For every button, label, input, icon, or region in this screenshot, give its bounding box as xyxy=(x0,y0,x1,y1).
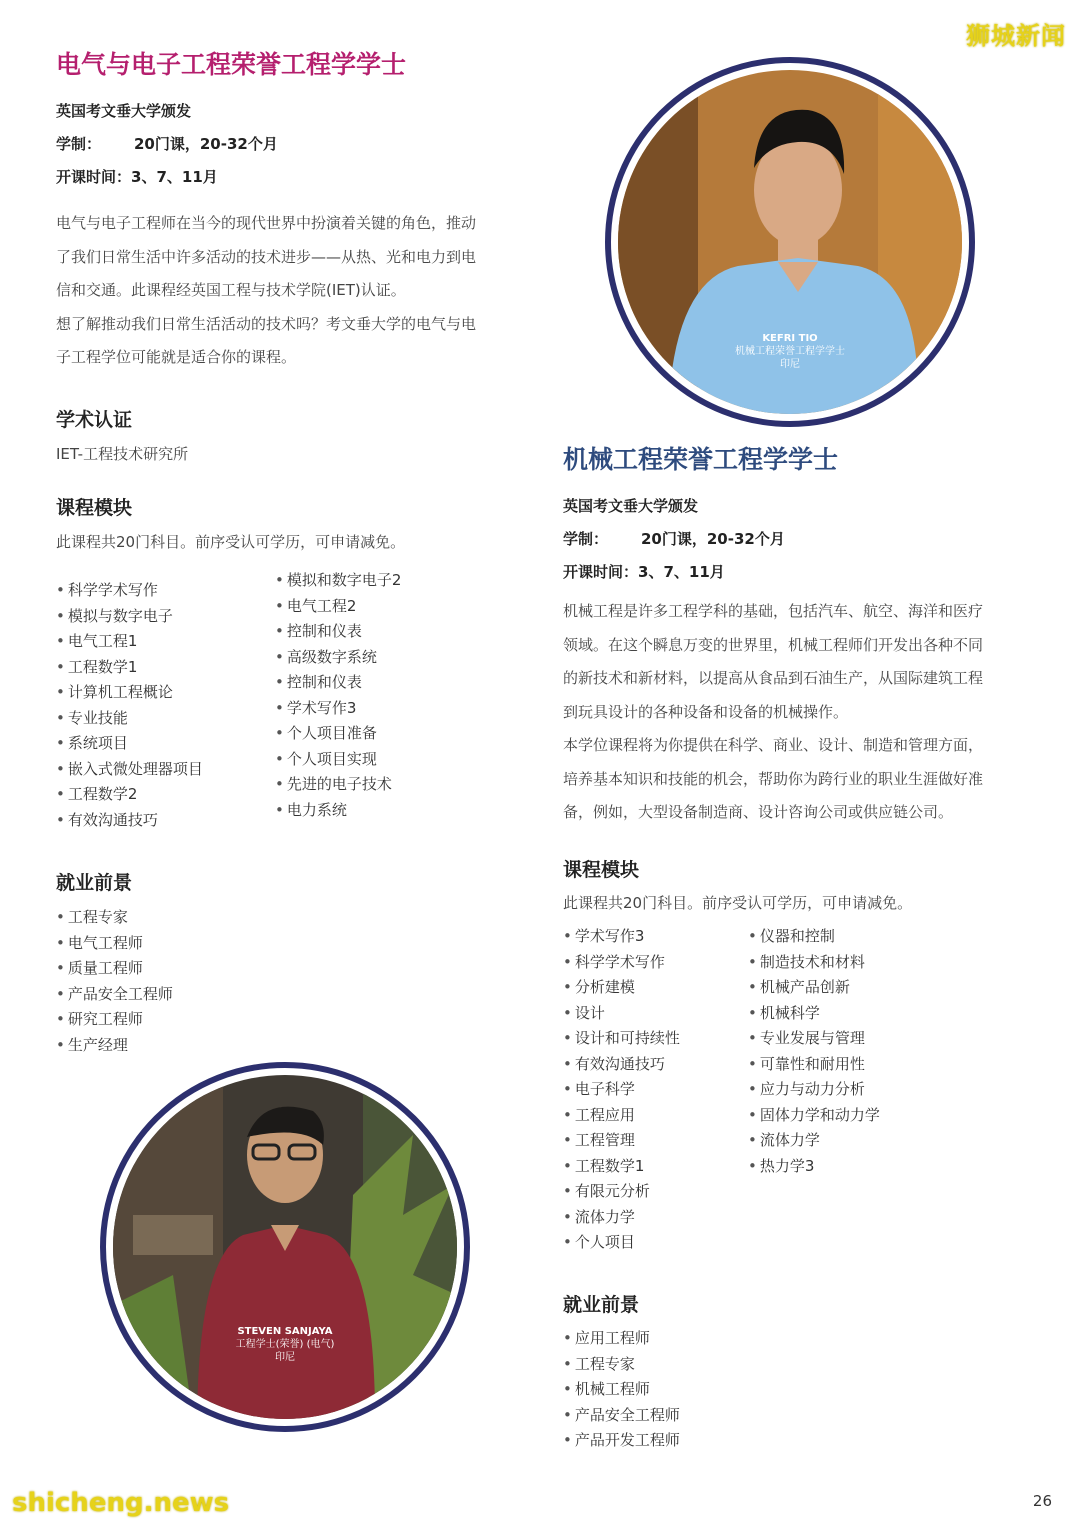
profile-bottom-degree: 工程学士(荣誉) (电气) xyxy=(235,1339,335,1350)
list-item: • 个人项目准备 xyxy=(275,721,401,747)
list-item: • 工程管理 xyxy=(563,1128,680,1154)
list-item: • 先进的电子技术 xyxy=(275,772,401,798)
me-careers-heading: 就业前景 xyxy=(563,1294,640,1316)
profile-top-country: 印尼 xyxy=(780,359,800,370)
list-item: • 电气工程1 xyxy=(56,629,203,655)
list-item: • 学术写作3 xyxy=(275,696,401,722)
list-item: • 高级数字系统 xyxy=(275,645,401,671)
list-item: • 产品安全工程师 xyxy=(56,982,173,1008)
watermark-bottom: shicheng.news xyxy=(12,1488,230,1518)
list-item: • 科学学术写作 xyxy=(56,578,203,604)
me-modules-intro: 此课程共20门科目。前序受认可学历，可申请减免。 xyxy=(563,894,913,912)
list-item: • 产品安全工程师 xyxy=(563,1403,680,1429)
profile-top-name: KEFRI TIO xyxy=(762,333,818,344)
list-item: • 学术写作3 xyxy=(563,924,680,950)
page-number: 26 xyxy=(1032,1492,1052,1510)
me-modules-heading: 课程模块 xyxy=(563,859,640,881)
list-item: • 工程专家 xyxy=(56,905,173,931)
list-item: • 电气工程2 xyxy=(275,594,401,620)
ee-modules-col2 xyxy=(275,568,401,823)
list-item: • 专业技能 xyxy=(56,706,203,732)
me-intake: 开课时间：3、7、11月 xyxy=(563,563,725,581)
ee-duration: 学制： 20门课，20-32个月 xyxy=(56,135,278,153)
me-meta xyxy=(563,490,785,589)
profile-bottom-name: STEVEN SANJAYA xyxy=(237,1326,333,1337)
list-item: • 计算机工程概论 xyxy=(56,680,203,706)
profile-bottom-country: 印尼 xyxy=(275,1352,295,1363)
ee-careers-list xyxy=(56,905,173,1058)
profile-top-degree: 机械工程荣誉工程学学士 xyxy=(735,346,845,357)
list-item: • 热力学3 xyxy=(748,1154,880,1180)
ee-title: 电气与电子工程荣誉工程学学士 xyxy=(56,50,407,79)
ee-intro xyxy=(56,207,526,375)
ee-meta xyxy=(56,95,278,194)
ee-intro-line: 了我们日常生活中许多活动的技术进步——从热、光和电力到电 xyxy=(56,247,477,266)
list-item: • 有效沟通技巧 xyxy=(56,808,203,834)
list-item: • 研究工程师 xyxy=(56,1007,173,1033)
list-item: • 应力与动力分析 xyxy=(748,1077,880,1103)
profile-bottom-caption xyxy=(113,1325,457,1364)
me-intro-line: 机械工程是许多工程学科的基础，包括汽车、航空、海洋和医疗 xyxy=(563,602,984,620)
list-item: • 工程数学2 xyxy=(56,782,203,808)
me-title: 机械工程荣誉工程学学士 xyxy=(563,445,839,474)
ee-careers-heading: 就业前景 xyxy=(56,872,133,894)
list-item: • 可靠性和耐用性 xyxy=(748,1052,880,1078)
ee-intro-line: 信和交通。此课程经英国工程与技术学院(IET)认证。 xyxy=(56,281,406,299)
ee-issuer: 英国考文垂大学颁发 xyxy=(56,102,192,120)
list-item: • 生产经理 xyxy=(56,1033,173,1059)
me-intro-line: 备，例如，大型设备制造商、设计咨询公司或供应链公司。 xyxy=(563,803,954,821)
me-modules-col1 xyxy=(563,924,680,1256)
ee-modules-col1 xyxy=(56,578,203,833)
me-careers-list xyxy=(563,1326,680,1454)
ee-intake: 开课时间：3、7、11月 xyxy=(56,168,218,186)
me-intro-line: 本学位课程将为你提供在科学、商业、设计、制造和管理方面， xyxy=(563,736,984,754)
ee-intro-line: 子工程学位可能就是适合你的课程。 xyxy=(56,348,297,366)
me-intro-line: 的新技术和新材料，以提高从食品到石油生产，从国际建筑工程 xyxy=(563,669,984,687)
list-item: • 有效沟通技巧 xyxy=(563,1052,680,1078)
watermark-top: 狮城新闻 xyxy=(966,22,1066,50)
list-item: • 机械科学 xyxy=(748,1001,880,1027)
list-item: • 质量工程师 xyxy=(56,956,173,982)
list-item: • 设计 xyxy=(563,1001,680,1027)
list-item: • 控制和仪表 xyxy=(275,670,401,696)
me-intro-line: 领域。在这个瞬息万变的世界里，机械工程师们开发出各种不同 xyxy=(563,635,984,654)
ee-accreditation-heading: 学术认证 xyxy=(56,409,133,431)
list-item: • 个人项目 xyxy=(563,1230,680,1256)
list-item: • 有限元分析 xyxy=(563,1179,680,1205)
list-item: • 系统项目 xyxy=(56,731,203,757)
me-duration: 学制： 20门课，20-32个月 xyxy=(563,530,785,548)
list-item: • 制造技术和材料 xyxy=(748,950,880,976)
list-item: • 工程应用 xyxy=(563,1103,680,1129)
list-item: • 模拟与数字电子 xyxy=(56,604,203,630)
list-item: • 机械工程师 xyxy=(563,1377,680,1403)
list-item: • 个人项目实现 xyxy=(275,747,401,773)
person-photo-illustration xyxy=(113,1075,457,1419)
ee-accreditation-text: IET-工程技术研究所 xyxy=(56,445,189,463)
me-intro-line: 培养基本知识和技能的机会，帮助你为跨行业的职业生涯做好准 xyxy=(563,769,984,788)
me-intro-line: 到玩具设计的各种设备和设备的机械操作。 xyxy=(563,702,849,721)
list-item: • 固体力学和动力学 xyxy=(748,1103,880,1129)
ee-intro-line: 想了解推动我们日常生活活动的技术吗？考文垂大学的电气与电 xyxy=(56,314,477,333)
list-item: • 流体力学 xyxy=(748,1128,880,1154)
profile-bottom-photo xyxy=(113,1075,457,1419)
ee-modules-intro: 此课程共20门科目。前序受认可学历，可申请减免。 xyxy=(56,533,406,551)
profile-top-photo xyxy=(618,70,962,414)
list-item: • 控制和仪表 xyxy=(275,619,401,645)
list-item: • 工程专家 xyxy=(563,1352,680,1378)
me-intro xyxy=(563,595,1043,830)
list-item: • 流体力学 xyxy=(563,1205,680,1231)
list-item: • 电力系统 xyxy=(275,798,401,824)
list-item: • 应用工程师 xyxy=(563,1326,680,1352)
list-item: • 科学学术写作 xyxy=(563,950,680,976)
list-item: • 机械产品创新 xyxy=(748,975,880,1001)
list-item: • 电气工程师 xyxy=(56,931,173,957)
list-item: • 仪器和控制 xyxy=(748,924,880,950)
list-item: • 模拟和数字电子2 xyxy=(275,568,401,594)
list-item: • 产品开发工程师 xyxy=(563,1428,680,1454)
ee-intro-line: 电气与电子工程师在当今的现代世界中扮演着关键的角色，推动 xyxy=(56,214,477,232)
list-item: • 工程数学1 xyxy=(563,1154,680,1180)
list-item: • 嵌入式微处理器项目 xyxy=(56,757,203,783)
list-item: • 工程数学1 xyxy=(56,655,203,681)
list-item: • 电子科学 xyxy=(563,1077,680,1103)
list-item: • 专业发展与管理 xyxy=(748,1026,880,1052)
me-modules-col2 xyxy=(748,924,880,1179)
me-issuer: 英国考文垂大学颁发 xyxy=(563,497,699,515)
list-item: • 设计和可持续性 xyxy=(563,1026,680,1052)
ee-modules-heading: 课程模块 xyxy=(56,497,133,519)
profile-top-caption xyxy=(618,332,962,371)
list-item: • 分析建模 xyxy=(563,975,680,1001)
